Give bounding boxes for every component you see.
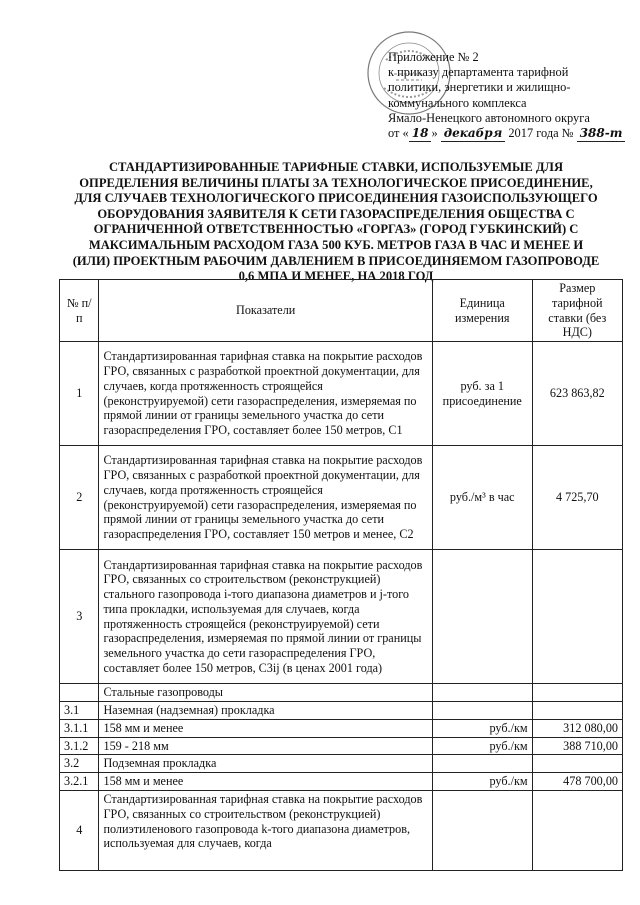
header-unit: Единица измерения	[432, 280, 532, 342]
table-row: 3.1 Наземная (надземная) прокладка	[60, 701, 623, 719]
table-header-row	[60, 280, 623, 342]
appendix-header	[388, 50, 628, 142]
appendix-region-line: Ямало-Ненецкого автономного округа	[388, 110, 590, 125]
header-rate: Размер тарифной ставки (без НДС)	[532, 280, 622, 342]
table-row: 3.2.1 158 мм и менее руб./км 478 700,00	[60, 773, 623, 791]
tariff-table	[59, 279, 623, 871]
table-row: 1 Стандартизированная тарифная ставка на покрытие расходов ГРО, связанных с разработкой проектной документации, для случаев, когда протяженность строящейся (реконструируемой) сети газораспределения, измеряемая по прямой линии от границы земельного участка до сети газораспределения ГРО, составляет более 150 метров, С1 руб. за 1 присоединение 623 863,82	[60, 342, 623, 446]
appendix-order-ref: к приказу департамента тарифной	[388, 65, 569, 80]
appendix-department-line: политики, энергетики и жилищно-	[388, 80, 571, 95]
table-row: 3.1.2 159 - 218 мм руб./км 388 710,00	[60, 737, 623, 755]
table-row: 2 Стандартизированная тарифная ставка на покрытие расходов ГРО, связанных с разработкой проектной документации, для случаев, когда протяженность строящейся (реконструируемой) сети газораспределения, измеряемая по прямой линии от границы земельного участка до сети газораспределения ГРО, составляет 150 метров и менее, С2 руб./м³ в час 4 725,70	[60, 446, 623, 550]
table-row: 4 Стандартизированная тарифная ставка на покрытие расходов ГРО, связанных со строительством (реконструкцией) полиэтиленового газопровода k-того диапазона диаметров, используемая для случаев, когда	[60, 790, 623, 870]
appendix-number: Приложение № 2	[388, 50, 479, 64]
table-row: 3 Стандартизированная тарифная ставка на покрытие расходов ГРО, связанных со строительством (реконструкцией) стального газопровода i-того диапазона диаметров и j-того типа прокладки, используемая для случаев, когда протяженность строящейся (реконструируемой) сети газораспределения, измеряемая по прямой линии от границы земельного участка до сети газораспределения ГРО, составляет более 150 метров, С3ij (в ценах 2001 года)	[60, 550, 623, 684]
document-title: СТАНДАРТИЗИРОВАННЫЕ ТАРИФНЫЕ СТАВКИ, ИСПОЛЬЗУЕМЫЕ ДЛЯ ОПРЕДЕЛЕНИЯ ВЕЛИЧИНЫ ПЛАТЫ ЗА ТЕХНОЛОГИЧЕСКОЕ ПРИСОЕДИНЕНИЕ, ДЛЯ СЛУЧАЕВ ТЕХНОЛОГИЧЕСКОГО ПРИСОЕДИНЕНИЯ ГАЗОИСПОЛЬЗУЮЩЕГО ОБОРУДОВАНИЯ ЗАЯВИТЕЛЯ К СЕТИ ГАЗОРАСПРЕДЕЛЕНИЯ ОБЩЕСТВА С ОГРАНИЧЕННОЙ ОТВЕТСТВЕННОСТЬЮ «ГОРГАЗ» (ГОРОД ГУБКИНСКИЙ) С МАКСИМАЛЬНЫМ РАСХОДОМ ГАЗА 500 КУБ. МЕТРОВ ГАЗА В ЧАС И МЕНЕЕ И (ИЛИ) ПРОЕКТНЫМ РАБОЧИМ ДАВЛЕНИЕМ В ПРИСОЕДИНЯЕМОМ ГАЗОПРОВОДЕ 0,6 МПА И МЕНЕЕ, НА 2018 ГОД	[72, 160, 600, 284]
header-indicator: Показатели	[99, 280, 432, 342]
order-number: 388-т	[577, 126, 626, 142]
date-month: декабря	[441, 126, 505, 142]
table-row: 3.2 Подземная прокладка	[60, 755, 623, 773]
date-day: 18	[409, 126, 432, 142]
appendix-date-line: от « 18 » декабря 2017 года № 388-т	[388, 126, 628, 142]
appendix-complex-line: коммунального комплекса	[388, 95, 527, 110]
table-row: 3.1.1 158 мм и менее руб./км 312 080,00	[60, 719, 623, 737]
table-row: Стальные газопроводы	[60, 684, 623, 702]
header-no: № п/п	[60, 280, 99, 342]
